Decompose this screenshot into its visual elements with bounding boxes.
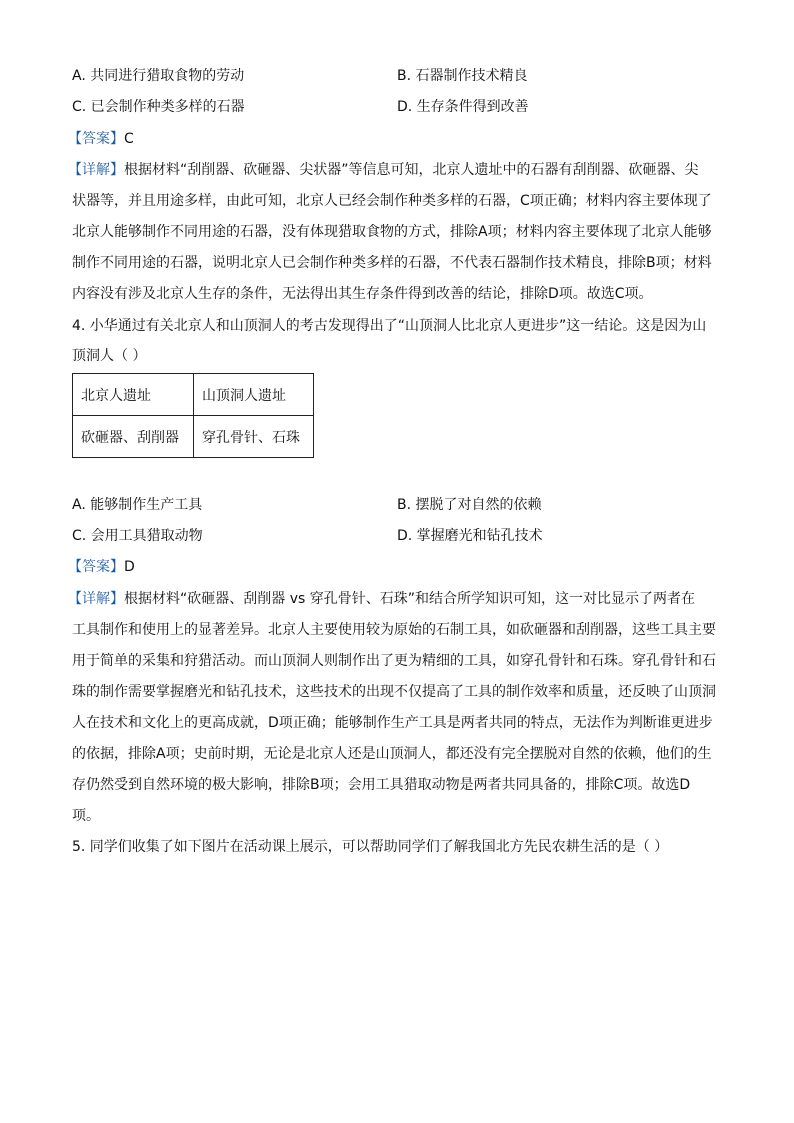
q4-option-b: B. 摆脱了对自然的依赖 [397,497,542,513]
q4-answer-value: D [124,559,135,575]
q4-answer [68,557,135,577]
table-header-cell: 北京人遗址 [73,374,194,416]
q4-option-a: A. 能够制作生产工具 [72,497,203,513]
q3-option-d: D. 生存条件得到改善 [397,99,529,115]
q4-detail-line: 项。 [72,808,100,824]
q4-answer-label: 【答案】 [68,559,124,575]
q3-option-b: B. 石器制作技术精良 [397,68,528,84]
q3-answer-value: C [124,131,134,147]
q4-stem-line: 4. 小华通过有关北京人和山顶洞人的考古发现得出了“山顶洞人比北京人更进步”这一结论。这是因为山 [72,318,707,334]
q4-option-c: C. 会用工具猎取动物 [72,528,203,544]
q3-detail-line: 制作不同用途的石器，说明北京人已会制作种类多样的石器，不代表石器制作技术精良，排除B项；材料 [72,255,712,271]
table-cell: 砍砸器、刮削器 [73,416,194,458]
q3-detail-line: 状器等，并且用途多样，由此可知，北京人已经会制作种类多样的石器，C项正确；材料内容主要体现了 [72,193,712,209]
q3-answer-label: 【答案】 [68,131,124,147]
table-row [73,416,314,458]
q4-option-d: D. 掌握磨光和钻孔技术 [397,528,543,544]
q4-detail-line: 存仍然受到自然环境的极大影响，排除B项；会用工具猎取动物是两者共同具备的，排除C项。故选D [72,777,691,793]
q3-detail-line: 北京人能够制作不同用途的石器，没有体现猎取食物的方式，排除A项；材料内容主要体现了北京人能够 [72,224,712,240]
q4-comparison-table [72,373,314,458]
q4-detail-line: 珠的制作需要掌握磨光和钻孔技术，这些技术的出现不仅提高了工具的制作效率和质量，还反映了山顶洞 [72,684,716,700]
q4-stem-line: 顶洞人（ ） [72,348,147,364]
q4-detail-line: 用于简单的采集和狩猎活动。而山顶洞人则制作出了更为精细的工具，如穿孔骨针和石珠。穿孔骨针和石 [72,653,716,669]
table-cell: 穿孔骨针、石珠 [194,416,314,458]
q3-detail-line: 内容没有涉及北京人生存的条件，无法得出其生存条件得到改善的结论，排除D项。故选C项。 [72,286,653,302]
q4-detail-label: 【详解】 [68,591,124,607]
q3-option-a: A. 共同进行猎取食物的劳动 [72,68,245,84]
q4-detail-text: 根据材料“砍砸器、刮削器 vs 穿孔骨针、石珠”和结合所学知识可知，这一对比显示了两者在 [124,591,695,607]
table-row [73,374,314,416]
q4-detail-line: 人在技术和文化上的更高成就，D项正确；能够制作生产工具是两者共同的特点，无法作为判断谁更进步 [72,715,713,731]
q4-detail-line: 的依据，排除A项；史前时期，无论是北京人还是山顶洞人，都还没有完全摆脱对自然的依赖，他们的生 [72,746,712,762]
q3-option-c: C. 已会制作种类多样的石器 [72,99,245,115]
q3-detail-line [68,160,699,180]
q3-detail-label: 【详解】 [68,162,124,178]
q3-answer [68,129,134,149]
table-header-cell: 山顶洞人遗址 [194,374,314,416]
q4-detail-line [68,589,695,609]
q3-detail-text: 根据材料“刮削器、砍砸器、尖状器”等信息可知，北京人遗址中的石器有刮削器、砍砸器、尖 [124,162,699,178]
q5-stem: 5. 同学们收集了如下图片在活动课上展示，可以帮助同学们了解我国北方先民农耕生活的是（ ） [72,839,669,855]
q4-detail-line: 工具制作和使用上的显著差异。北京人主要使用较为原始的石制工具，如砍砸器和刮削器，这些工具主要 [72,622,716,638]
